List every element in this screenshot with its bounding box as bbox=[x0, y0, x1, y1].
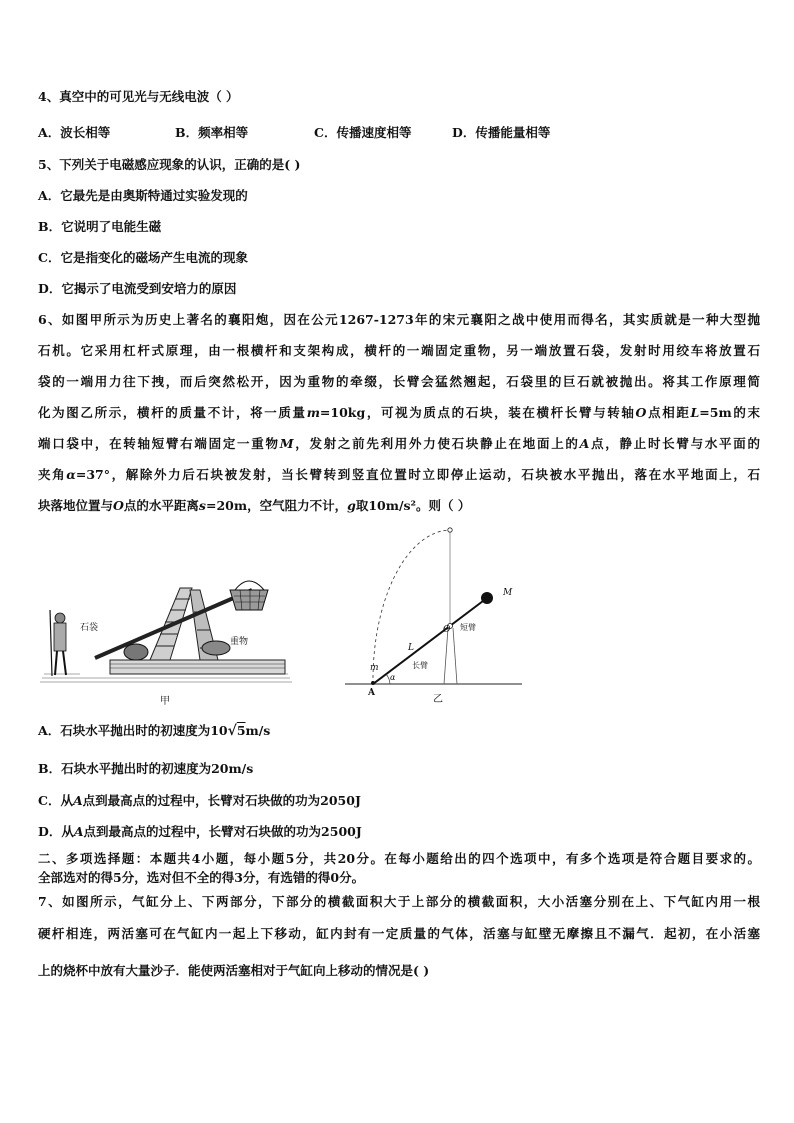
q6-stem-line-5: 端口袋中，在转轴短臂右端固定一重物M，发射之前先利用外力使石块静止在地面上的A点，静止时长臂与水平面的 bbox=[38, 436, 760, 451]
section-2-line-1: 二、多项选择题：本题共4小题，每小题5分，共20分。在每小题给出的四个选项中，有多个选项是符合题目要求的。 bbox=[38, 851, 760, 866]
label-long-arm: 长臂 bbox=[412, 661, 428, 670]
trebuchet-schematic bbox=[340, 520, 530, 710]
q6-stem-line-2: 石机。它采用杠杆式原理，由一根横杆和支架构成，横杆的一端固定重物，另一端放置石袋，发射时用绞车将放置石 bbox=[38, 343, 760, 358]
q5-stem: 5、下列关于电磁感应现象的认识，正确的是( ) bbox=[38, 157, 301, 172]
label-O: O bbox=[443, 625, 451, 635]
label-M: M bbox=[503, 588, 513, 598]
label-counterweight: 重物 bbox=[230, 637, 249, 647]
q4-option-b: B．频率相等 bbox=[175, 125, 249, 140]
label-L: L bbox=[408, 643, 414, 653]
q6-stem-line-4: 化为图乙所示，横杆的质量不计，将一质量m=10kg，可视为质点的石块，装在横杆长臂与转轴O点相距L=5m的末 bbox=[38, 405, 760, 420]
q4-option-d: D．传播能量相等 bbox=[452, 125, 551, 140]
q5-option-b: B．它说明了电能生磁 bbox=[38, 219, 162, 234]
label-short-arm: 短臂 bbox=[460, 623, 476, 632]
q6-stem-line-1: 6、如图甲所示为历史上著名的襄阳炮，因在公元1267-1273年的宋元襄阳之战中使用而得名，其实质就是一种大型抛 bbox=[38, 312, 760, 327]
label-m: m bbox=[370, 663, 379, 673]
q5-option-d: D．它揭示了电流受到安培力的原因 bbox=[38, 281, 237, 296]
q4-option-a: A．波长相等 bbox=[38, 125, 111, 140]
figure-jia-caption: 甲 bbox=[160, 696, 170, 707]
q4-option-c: C．传播速度相等 bbox=[314, 125, 412, 140]
label-stone-bag: 石袋 bbox=[80, 623, 99, 633]
q6-stem-line-6: 夹角α=37°，解除外力后石块被发射，当长臂转到竖直位置时立即停止运动，石块被水平抛出，落在水平地面上，石 bbox=[38, 467, 760, 482]
q7-stem-line-2: 硬杆相连，两活塞可在气缸内一起上下移动，缸内封有一定质量的气体，活塞与缸壁无摩擦且不漏气．起初，在小活塞 bbox=[38, 926, 760, 941]
q7-stem-line-3: 上的烧杯中放有大量沙子．能使两活塞相对于气缸向上移动的情况是( ) bbox=[38, 963, 430, 978]
trebuchet-illustration bbox=[40, 560, 295, 710]
label-alpha: α bbox=[390, 673, 396, 682]
q7-stem-line-1: 7、如图所示，气缸分上、下两部分，下部分的横截面积大于上部分的横截面积，大小活塞分别在上、下气缸内用一根 bbox=[38, 894, 760, 909]
q6-option-b: B．石块水平抛出时的初速度为20m/s bbox=[38, 761, 254, 776]
section-2-line-2: 全部选对的得5分，选对但不全的得3分，有选错的得0分。 bbox=[38, 870, 365, 885]
q6-stem-line-7: 块落地位置与O点的水平距离s=20m，空气阻力不计，g取10m/s²。则（ ） bbox=[38, 498, 471, 513]
q4-stem: 4、真空中的可见光与无线电波（ ） bbox=[38, 89, 239, 104]
figure-yi-caption: 乙 bbox=[433, 694, 443, 705]
q5-option-a: A．它最先是由奥斯特通过实验发现的 bbox=[38, 188, 248, 203]
q6-stem-line-3: 袋的一端用力往下拽，而后突然松开，因为重物的牵缀，长臂会猛然翘起，石袋里的巨石就被抛出。将其工作原理简 bbox=[38, 374, 760, 389]
q6-option-c: C．从A点到最高点的过程中，长臂对石块做的功为2050J bbox=[38, 793, 361, 808]
label-A: A bbox=[368, 688, 375, 698]
q6-option-d: D．从A点到最高点的过程中，长臂对石块做的功为2500J bbox=[38, 824, 362, 839]
q6-option-a: A．石块水平抛出时的初速度为10√5m/s bbox=[38, 723, 271, 739]
q5-option-c: C．它是指变化的磁场产生电流的现象 bbox=[38, 250, 248, 265]
